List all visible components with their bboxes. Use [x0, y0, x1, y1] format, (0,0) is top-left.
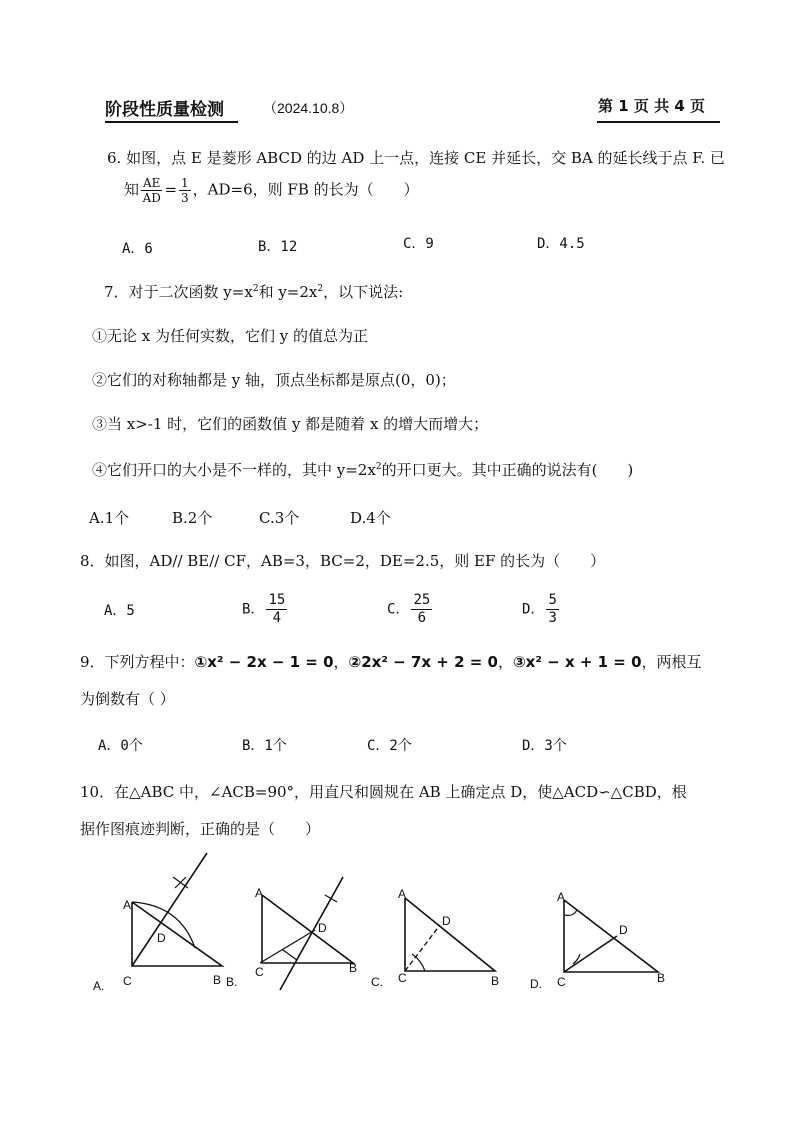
title-underline	[105, 121, 238, 123]
exam-title: 阶段性质量检测	[105, 100, 224, 120]
q6-stem-line1: 6. 如图，点 E 是菱形 ABCD 的边 AD 上一点，连接 CE 并延长，交 BA 的延长线于点 F. 已	[107, 149, 725, 167]
exam-date: （2024.10.8）	[263, 100, 354, 116]
page-underline	[597, 121, 720, 123]
q9-stem-line1: 9．下列方程中：①x² − 2x − 1 = 0，②2x² − 7x + 2 = 0，③x² − x + 1 = 0，两根互	[80, 653, 702, 671]
q8-option-c: C． $\frac{25}{6}$	[387, 592, 431, 626]
q9-equation-2: ②2x² − 7x + 2 = 0	[348, 653, 498, 671]
q9-equation-1: ①x² − 2x − 1 = 0	[194, 653, 334, 671]
fig-d-label-d: D	[619, 923, 628, 937]
q8-stem: 8．如图，AD// BE// CF，AB=3，BC=2，DE=2.5，则 EF 的长为（ ）	[80, 552, 606, 570]
q9-option-b: B．1个	[242, 738, 287, 754]
q6-prefix: 知	[124, 180, 140, 199]
q9-equation-3: ③x² − x + 1 = 0	[512, 653, 642, 671]
fig-a-label-c: C	[123, 974, 132, 988]
q9-option-a: A．0个	[98, 738, 143, 754]
q7-statement-2: ②它们的对称轴都是 y 轴，顶点坐标都是原点(0，0)；	[92, 371, 456, 389]
q10-option-d: D.	[530, 977, 542, 991]
fig-b-label-a: A	[255, 886, 264, 900]
fig-a-label-d: D	[157, 931, 166, 945]
q7-statement-4: ④它们开口的大小是不一样的，其中 $y=2x^2$的开口更大。其中正确的说法有( )	[92, 461, 634, 479]
fig-c-label-b: B	[491, 974, 500, 988]
q10-figure-c	[405, 898, 495, 971]
fig-b-label-b: B	[349, 961, 358, 975]
fig-d-label-c: C	[557, 975, 566, 989]
q6-stem-line2	[124, 176, 419, 205]
q6-rest: ，AD=6，则 FB 的长为（ ）	[192, 180, 419, 199]
q10-stem-line1: 10．在△ABC 中，∠ACB=90°，用直尺和圆规在 AB 上确定点 D，使△ACD∽△CBD，根	[80, 783, 687, 801]
q10-figures	[85, 850, 705, 1000]
q10-figure-a	[132, 853, 222, 966]
fig-c-label-a: A	[398, 887, 407, 901]
q10-option-a: A.	[93, 979, 105, 993]
q10-option-b: B.	[226, 975, 238, 989]
q10-stem-line2: 据作图痕迹判断，正确的是（ ）	[80, 820, 321, 838]
q8-option-a: A．5	[104, 603, 135, 619]
fig-d-label-a: A	[557, 890, 566, 904]
q6-option-c: C．9	[403, 236, 434, 252]
q10-option-c: C.	[371, 975, 383, 989]
fig-d-label-b: B	[657, 971, 666, 985]
q7-statement-1: ①无论 x 为任何实数，它们 y 的值总为正	[92, 327, 369, 345]
q6-option-b: B．12	[258, 239, 298, 255]
q7-option-c: C.3个	[259, 509, 300, 527]
q6-option-d: D．4.5	[537, 236, 585, 252]
q10-figure-d	[564, 900, 658, 972]
q8-option-b: B． $\frac{15}{4}$	[242, 592, 286, 626]
fig-a-label-a: A	[123, 898, 132, 912]
q6-option-a: A．6	[122, 241, 153, 257]
q7-option-d: D.4个	[350, 509, 391, 527]
q6-fraction-one-third: $\frac{1}{3}$	[181, 176, 189, 205]
q9-option-d: D．3个	[522, 738, 567, 754]
fig-b-label-d: D	[318, 921, 327, 935]
page-indicator: 第 1 页 共 4 页	[598, 97, 705, 115]
q9-stem-line2: 为倒数有（ ）	[80, 690, 175, 708]
fig-c-label-d: D	[442, 914, 451, 928]
q10-figure-b	[260, 877, 353, 990]
q7-statement-3: ③当 x>-1 时，它们的函数值 y 都是随着 x 的增大而增大；	[92, 415, 489, 433]
fig-c-label-c: C	[398, 971, 407, 985]
q7-stem: 7．对于二次函数 $y=x^2$和 $y=2x^2$，以下说法:	[104, 283, 404, 301]
fig-b-label-c: C	[255, 965, 264, 979]
q6-fraction-ae-ad: $\frac{AE}{AD}$	[142, 176, 161, 205]
fig-a-label-b: B	[213, 973, 222, 987]
q7-option-a: A.1个	[89, 509, 130, 527]
q9-option-c: C．2个	[367, 738, 412, 754]
q8-option-d: D． $\frac{5}{3}$	[522, 592, 557, 626]
q6-equals: =	[164, 180, 178, 199]
q7-option-b: B.2个	[172, 509, 213, 527]
